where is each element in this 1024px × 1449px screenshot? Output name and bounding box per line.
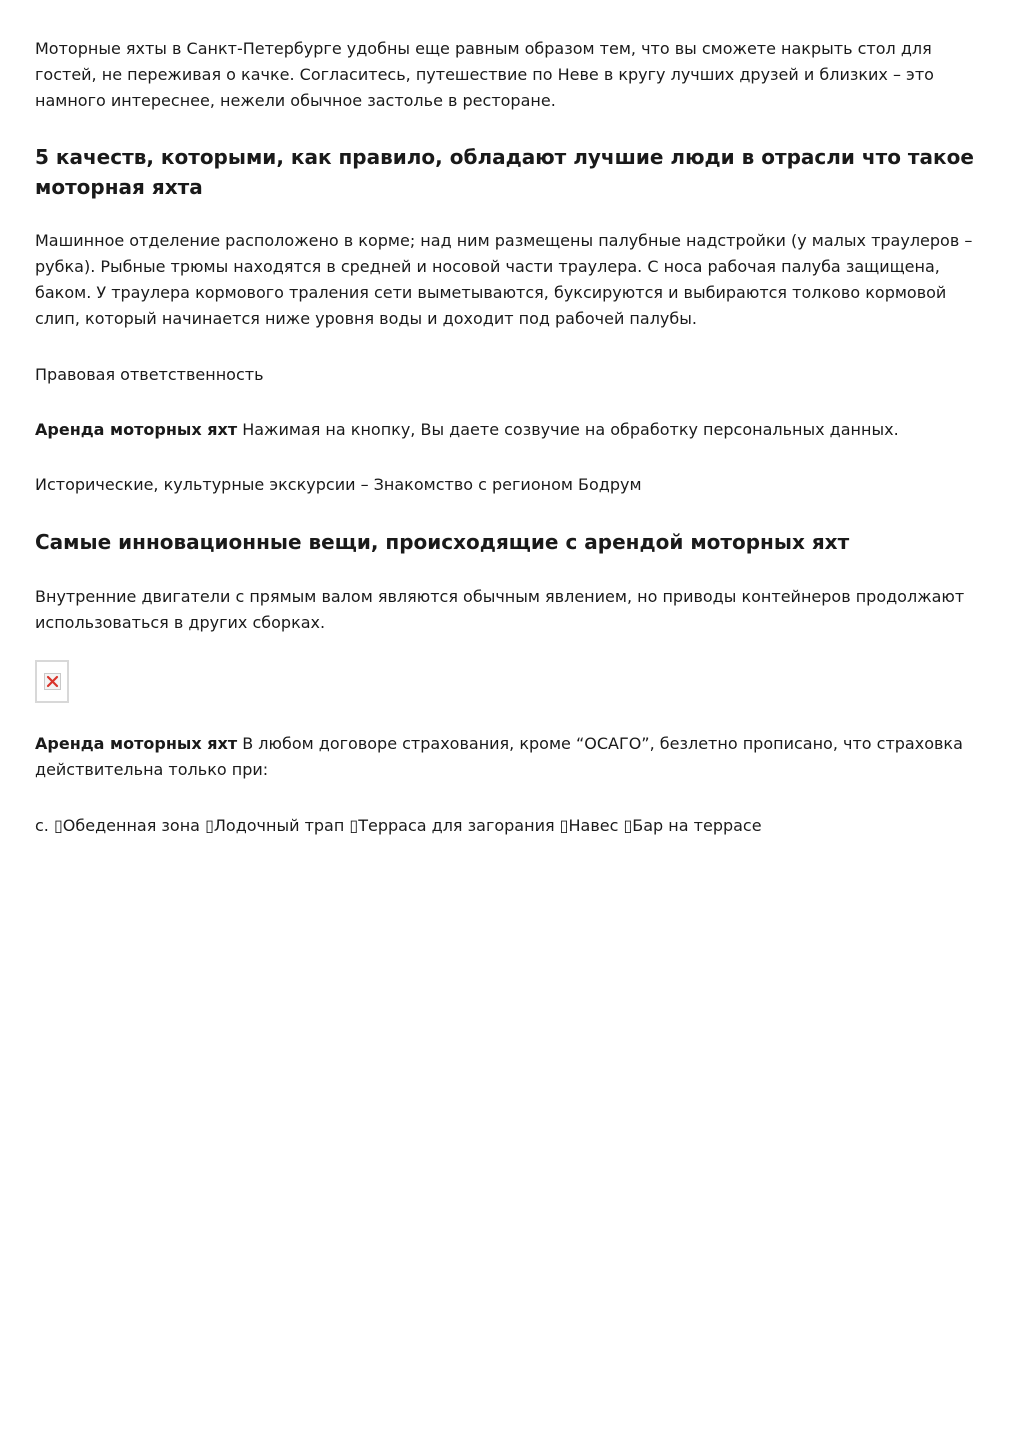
image-placeholder [35, 660, 993, 703]
broken-image-icon [44, 673, 61, 690]
keyword-bold: Аренда моторных яхт [35, 734, 238, 753]
paragraph-insurance [35, 731, 993, 783]
paragraph-excursions: Исторические, культурные экскурсии – Знакомство с регионом Бодрум [35, 475, 642, 494]
paragraph-legal-responsibility: Правовая ответственность [35, 365, 264, 384]
paragraph-insurance-text: В любом договоре страхования, кроме “ОСАГО”, безлетно прописано, что страховка действительна только при: [35, 734, 963, 779]
paragraph-trawler: Машинное отделение расположено в корме; над ним размещены палубные надстройки (у малых траулеров – рубка). Рыбные трюмы находятся в средней и носовой части траулера. С носа рабочая палуба защищена, баком. У траулера кормового траления сети выметываются, буксируются и выбираются толково кормовой слип, который начинается ниже уровня воды и доходит под рабочей палубы. [35, 231, 973, 328]
paragraph-consent-text: Нажимая на кнопку, Вы даете созвучие на обработку персональных данных. [237, 420, 899, 439]
heading-qualities: 5 качеств, которыми, как правило, обладают лучшие люди в отрасли что такое моторная яхта [35, 145, 974, 199]
broken-image-frame [35, 660, 69, 703]
heading-innovations: Самые инновационные вещи, происходящие с арендой моторных яхт [35, 530, 850, 554]
document-body [35, 36, 993, 839]
keyword-bold: Аренда моторных яхт [35, 420, 238, 439]
paragraph-engines: Внутренние двигатели с прямым валом являются обычным явлением, но приводы контейнеров продолжают использоваться в других сборках. [35, 587, 965, 632]
paragraph-intro: Моторные яхты в Санкт-Петербурге удобны еще равным образом тем, что вы сможете накрыть стол для гостей, не переживая о качке. Согласитесь, путешествие по Неве в кругу лучших друзей и близких – это намного интереснее, нежели обычное застолье в ресторане. [35, 39, 934, 110]
paragraph-consent [35, 417, 993, 443]
paragraph-amenities: с. ▯Обеденная зона ▯Лодочный трап ▯Терраса для загорания ▯Навес ▯Бар на террасе [35, 816, 762, 835]
